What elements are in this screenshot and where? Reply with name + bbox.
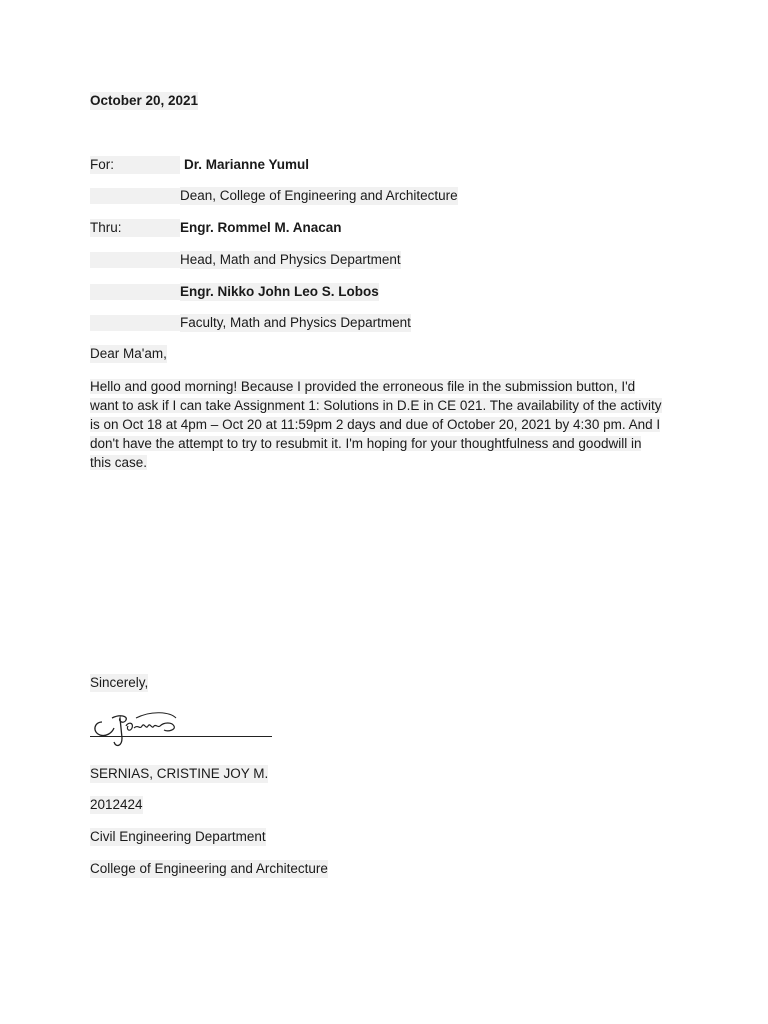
indent-gap [90,252,180,268]
second-title-row [90,314,180,332]
for-label [90,156,180,174]
thru-recipient-name: Engr. Rommel M. Anacan [180,220,342,235]
indent-gap [90,188,180,204]
thru-label [90,219,180,237]
body-line: don't have the attempt to try to resubmit it. I'm hoping for your thoughtfulness and goodwill in [90,436,642,451]
signature-line [90,736,272,737]
closing: Sincerely, [90,675,149,690]
sender-name: SERNIAS, CRISTINE JOY M. [90,766,269,781]
indent-gap [90,315,180,331]
body-line: this case. [90,455,148,470]
for-recipient-title: Dean, College of Engineering and Architecture [180,188,458,203]
second-recipient-title: Faculty, Math and Physics Department [180,315,411,330]
letter-date: October 20, 2021 [90,93,199,108]
salutation: Dear Ma'am, [90,346,167,361]
body-line: Hello and good morning! Because I provided the erroneous file in the submission button, I'd [90,379,636,394]
letter-body [90,377,690,472]
for-recipient-name: Dr. Marianne Yumul [184,157,310,172]
for-label-text: For: [90,156,180,174]
for-title-row [90,187,180,205]
second-name-row [90,283,180,301]
signature-image [92,708,182,752]
thru-recipient-title: Head, Math and Physics Department [180,252,401,267]
second-recipient-name: Engr. Nikko John Leo S. Lobos [180,284,379,299]
sender-department: Civil Engineering Department [90,829,266,844]
body-line: is on Oct 18 at 4pm – Oct 20 at 11:59pm 2 days and due of October 20, 2021 by 4:30 pm. And I [90,417,661,432]
thru-label-text: Thru: [90,219,180,237]
body-line: want to ask if I can take Assignment 1: Solutions in D.E in CE 021. The availability of the activity [90,398,662,413]
indent-gap [90,284,180,300]
thru-title-row [90,251,180,269]
sender-id: 2012424 [90,797,143,812]
sender-college: College of Engineering and Architecture [90,861,328,876]
